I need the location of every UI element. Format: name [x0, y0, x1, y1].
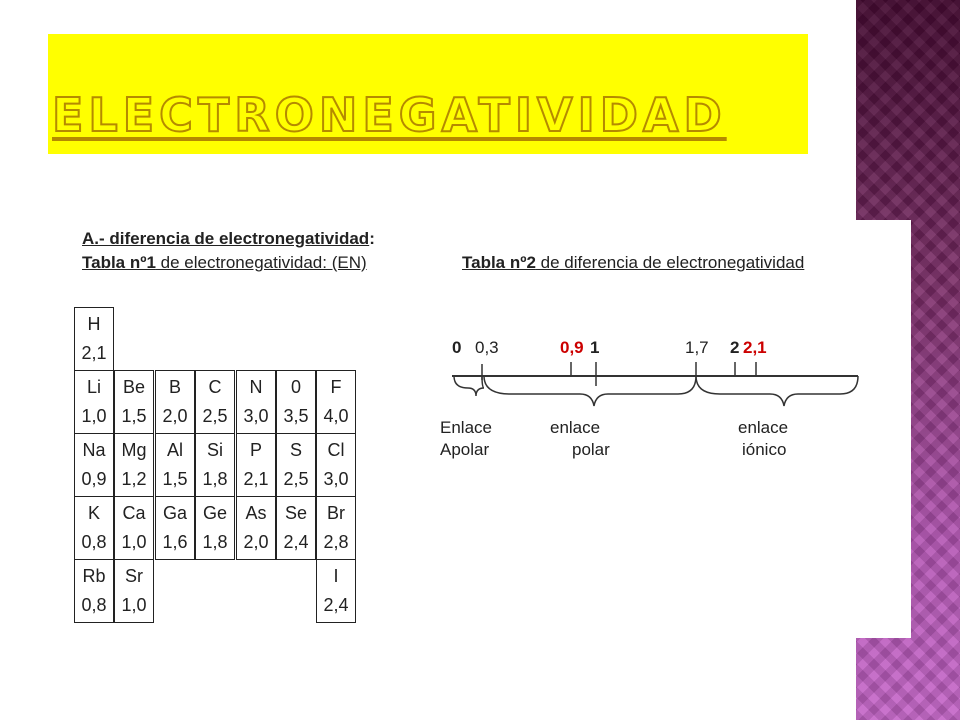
- element-symbol: Br: [327, 503, 345, 523]
- table2-caption-bold: Tabla nº2: [462, 253, 536, 272]
- element-value: 2,1: [81, 343, 107, 363]
- element-symbol: Si: [206, 440, 223, 460]
- element-symbol: Se: [284, 503, 308, 523]
- element-cell: [74, 370, 114, 434]
- tick-label: 0,9: [560, 338, 584, 357]
- table2-caption: [462, 253, 804, 273]
- brace-ionic: [696, 376, 858, 406]
- table1-caption-text: de electronegatividad: (EN): [155, 253, 367, 272]
- element-value: 0,8: [81, 532, 107, 552]
- section-heading-text: A.- diferencia de electronegatividad: [82, 229, 370, 248]
- element-symbol: H: [87, 314, 101, 334]
- element-symbol: B: [168, 377, 181, 397]
- element-cell: [74, 496, 114, 560]
- element-symbol: As: [245, 503, 267, 523]
- element-cell: [74, 559, 114, 623]
- element-cell: [195, 496, 235, 560]
- element-cell: [74, 433, 114, 497]
- element-cell: [114, 433, 154, 497]
- element-cell: [155, 496, 195, 560]
- element-symbol: Mg: [121, 440, 147, 460]
- scale-axis: [430, 358, 870, 438]
- element-value: 1,5: [162, 469, 188, 489]
- element-symbol: S: [289, 440, 302, 460]
- element-value: 3,0: [323, 469, 349, 489]
- region-label-line2: polar: [572, 440, 610, 459]
- element-cell: [316, 433, 356, 497]
- element-symbol: Ge: [202, 503, 227, 523]
- tick-label: 1: [590, 338, 600, 357]
- element-symbol: P: [249, 440, 262, 460]
- region-label-line1: Enlace: [440, 418, 492, 437]
- element-symbol: Be: [122, 377, 146, 397]
- element-value: 1,0: [121, 595, 147, 615]
- element-value: 2,4: [323, 595, 349, 615]
- element-value: 1,0: [81, 406, 107, 426]
- region-label-line1: enlace: [550, 418, 601, 437]
- table1-caption-bold: Tabla nº1: [82, 253, 156, 272]
- section-heading-suffix: :: [369, 229, 375, 248]
- element-value: 1,8: [202, 469, 228, 489]
- element-value: 2,0: [243, 532, 269, 552]
- element-cell: [316, 559, 356, 623]
- element-value: 2,4: [283, 532, 309, 552]
- element-value: 1,5: [121, 406, 147, 426]
- element-value: 1,0: [121, 532, 147, 552]
- element-value: 0,8: [81, 595, 107, 615]
- element-cell: [276, 496, 316, 560]
- tick-label: 2,1: [743, 338, 767, 357]
- element-cell: [236, 433, 276, 497]
- element-value: 3,5: [283, 406, 309, 426]
- tick-label: 0,3: [475, 338, 499, 357]
- element-symbol: Ga: [162, 503, 187, 523]
- element-cell: [236, 370, 276, 434]
- element-symbol: Li: [86, 377, 101, 397]
- element-value: 4,0: [323, 406, 349, 426]
- element-cell: [276, 370, 316, 434]
- difference-scale: [430, 330, 870, 480]
- element-value: 2,8: [323, 532, 349, 552]
- element-symbol: Sr: [125, 566, 143, 586]
- element-cell: [114, 370, 154, 434]
- element-symbol: Cl: [327, 440, 345, 460]
- element-symbol: K: [87, 503, 100, 523]
- element-symbol: Ca: [122, 503, 146, 523]
- element-value: 1,8: [202, 532, 228, 552]
- element-cell: [155, 433, 195, 497]
- tick-label: 1,7: [685, 338, 709, 357]
- element-value: 2,5: [283, 469, 309, 489]
- slide-title: ELECTRONEGATIVIDAD: [52, 88, 727, 142]
- brace-apolar: [454, 376, 484, 396]
- element-symbol: I: [333, 566, 339, 586]
- element-value: 1,2: [121, 469, 147, 489]
- element-value: 1,6: [162, 532, 188, 552]
- element-cell: [195, 370, 235, 434]
- element-value: 2,0: [162, 406, 188, 426]
- region-label-line2: iónico: [742, 440, 787, 459]
- element-cell: [276, 433, 316, 497]
- element-cell: [74, 307, 114, 371]
- table1-caption: [82, 253, 367, 273]
- element-cell: [316, 496, 356, 560]
- element-symbol: C: [208, 377, 222, 397]
- element-symbol: Na: [82, 440, 106, 460]
- element-symbol: 0: [290, 377, 301, 397]
- region-label-line1: enlace: [738, 418, 789, 437]
- element-cell: [114, 559, 154, 623]
- element-symbol: F: [330, 377, 342, 397]
- element-cell: [236, 496, 276, 560]
- brace-polar: [484, 376, 696, 406]
- element-symbol: Rb: [82, 566, 106, 586]
- section-heading: [82, 229, 375, 249]
- element-value: 2,1: [243, 469, 269, 489]
- element-cell: [155, 370, 195, 434]
- element-cell: [316, 370, 356, 434]
- region-label-line2: Apolar: [440, 440, 490, 459]
- element-value: 0,9: [81, 469, 107, 489]
- tick-label: 2: [730, 338, 740, 357]
- element-value: 2,5: [202, 406, 228, 426]
- table2-caption-text: de diferencia de electronegatividad: [535, 253, 805, 272]
- element-cell: [114, 496, 154, 560]
- element-value: 3,0: [243, 406, 269, 426]
- element-cell: [195, 433, 235, 497]
- element-symbol: Al: [166, 440, 183, 460]
- element-symbol: N: [249, 377, 263, 397]
- tick-label: 0: [452, 338, 462, 357]
